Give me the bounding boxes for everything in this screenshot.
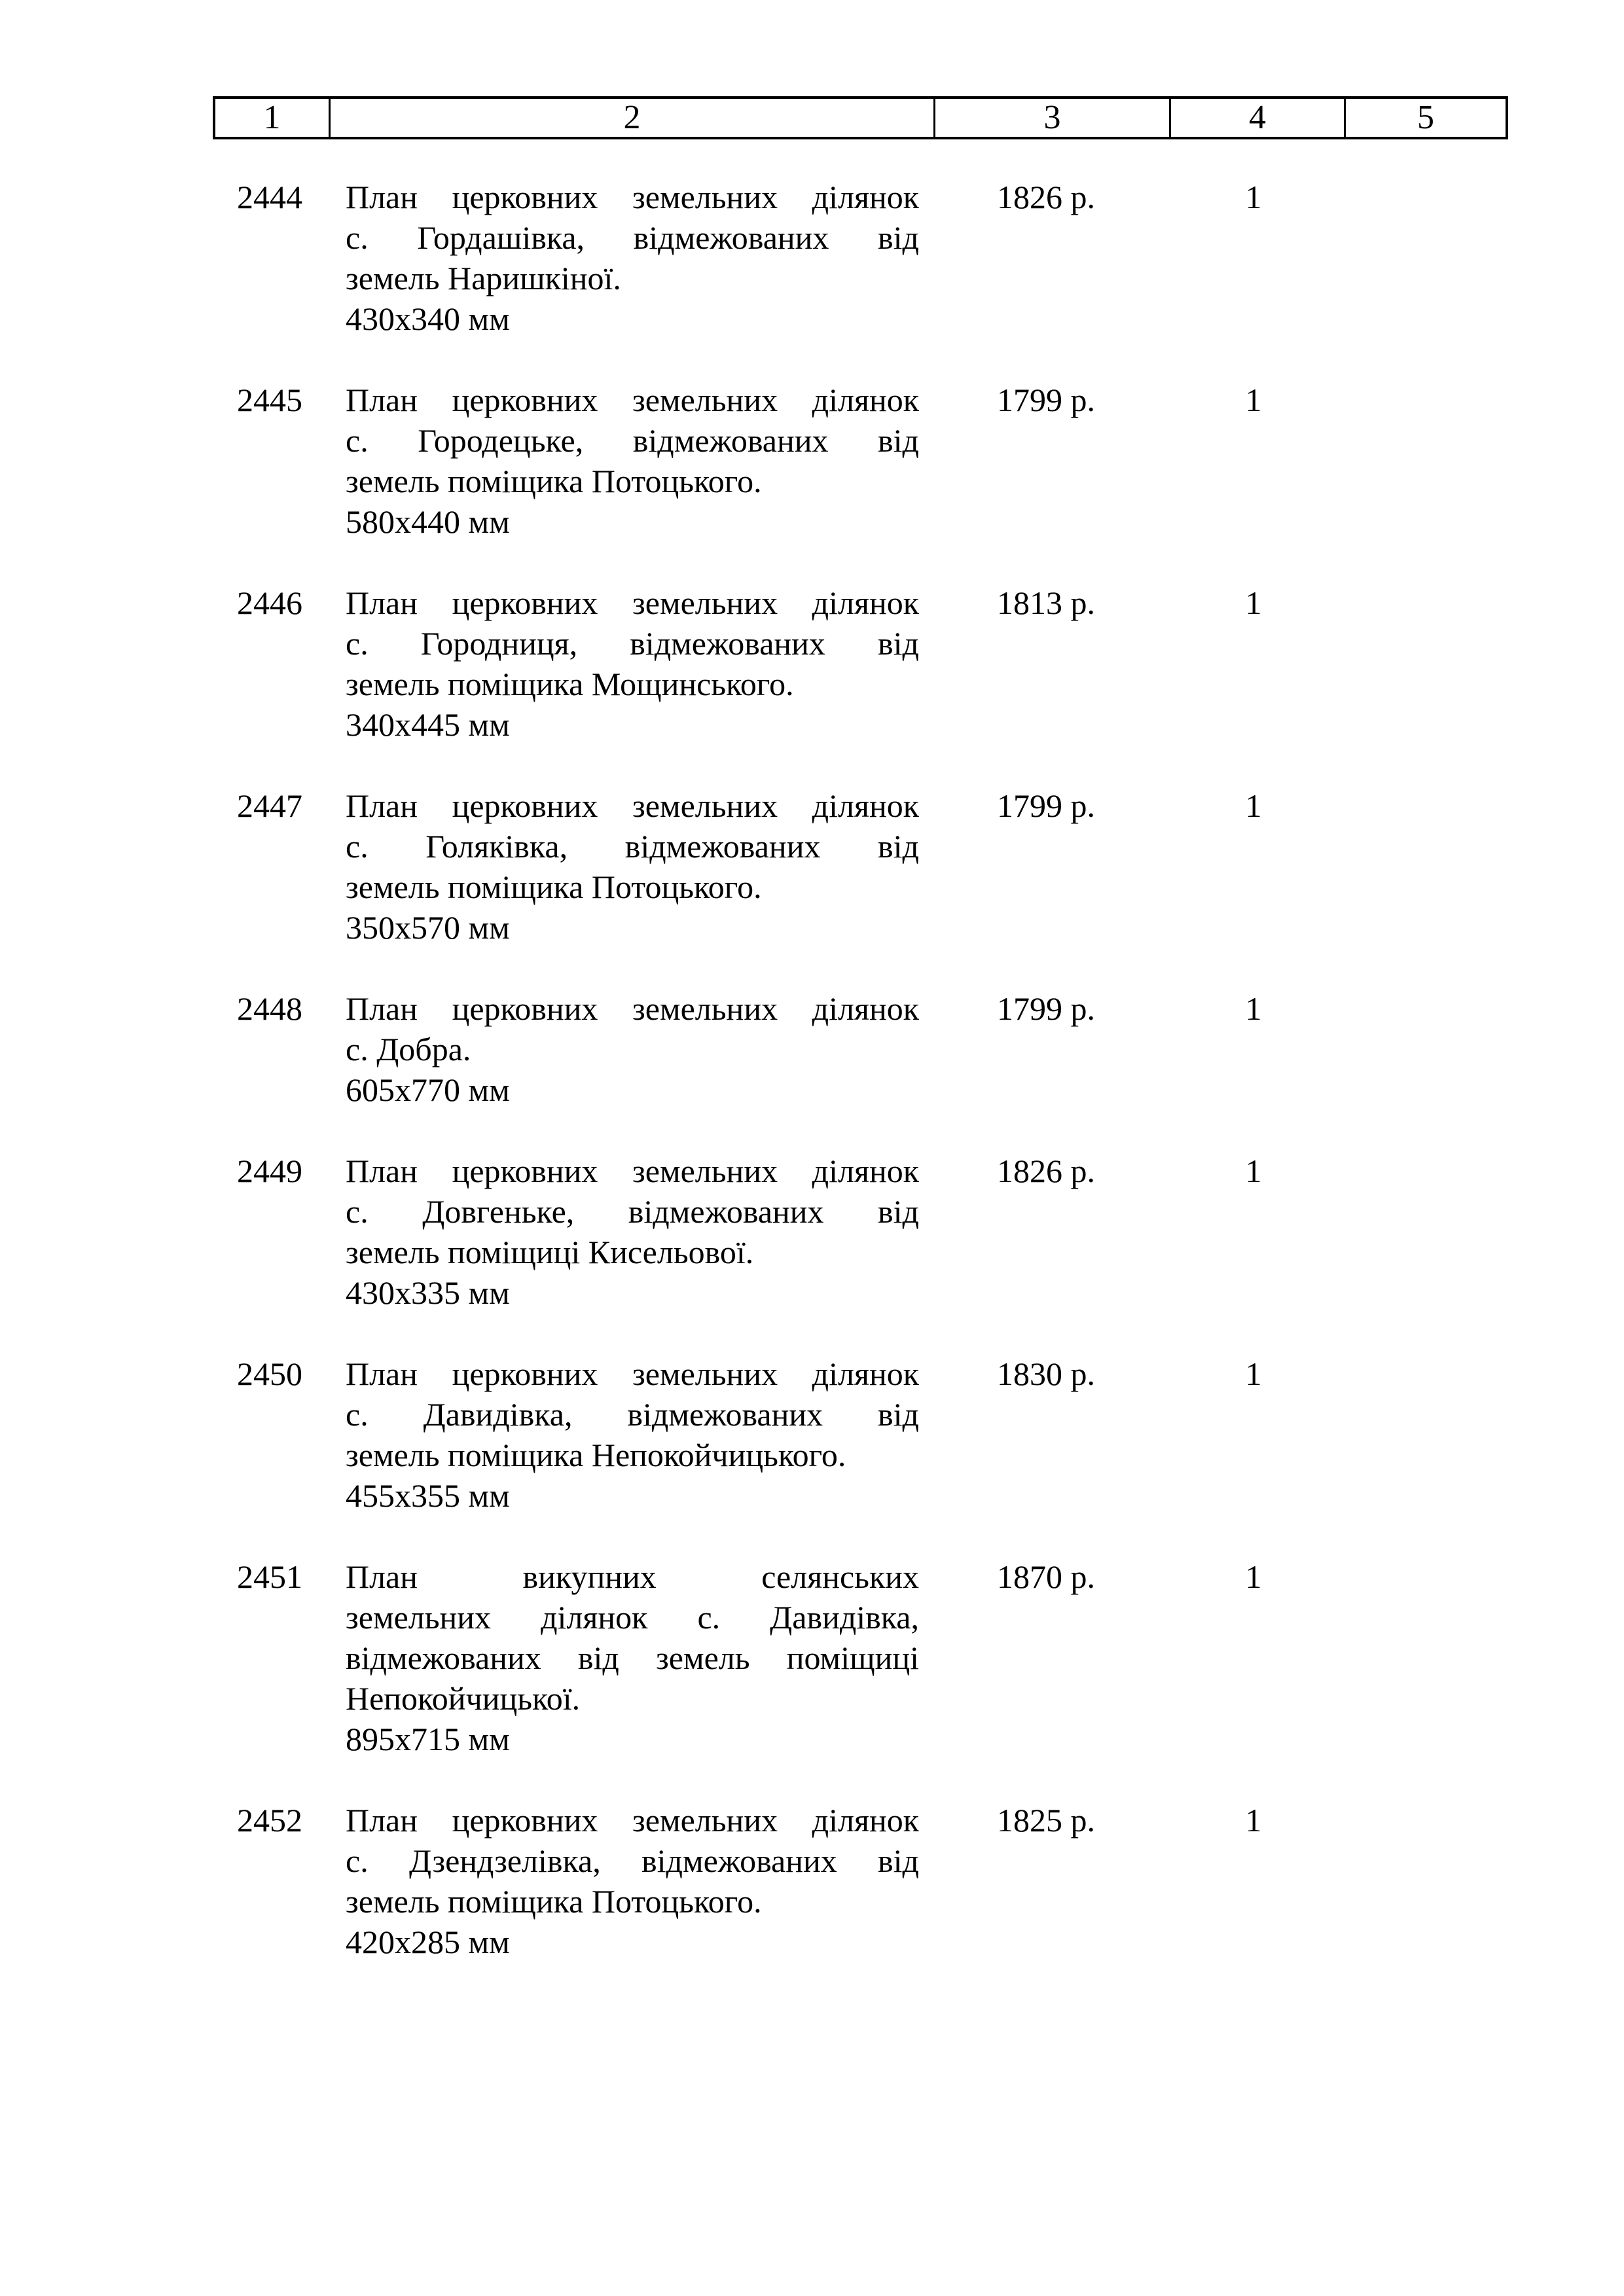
column-header-5: 5 — [1417, 99, 1434, 136]
entry-spacer — [0, 1516, 1624, 1556]
description-line: Непокойчицької. — [346, 1680, 581, 1717]
catalog-entry — [0, 583, 1624, 745]
description-line: земель поміщика Потоцького. — [346, 463, 762, 499]
entry-size: 430х340 мм — [346, 300, 510, 337]
entry-quantity: 1 — [1245, 179, 1262, 215]
entry-number: 2444 — [237, 179, 302, 215]
description-line: План церковних земельних ділянок — [346, 584, 919, 621]
column-header-table — [213, 96, 1508, 139]
entry-number: 2446 — [237, 584, 302, 621]
entry-size: 420х285 мм — [346, 1924, 510, 1960]
catalog-entries — [0, 177, 1624, 1962]
entry-date: 1825 р. — [997, 1802, 1095, 1839]
description-line: План церковних земельних ділянок — [346, 990, 919, 1027]
description-line: с. Городецьке, відмежованих від — [346, 422, 919, 459]
column-header-4: 4 — [1171, 99, 1346, 137]
entry-spacer — [0, 542, 1624, 583]
description-line: відмежованих від земель поміщиці — [346, 1640, 919, 1676]
description-line: земель поміщика Потоцького. — [346, 869, 762, 905]
entry-quantity: 1 — [1245, 990, 1262, 1027]
description-line: земель поміщиці Кисельової. — [346, 1234, 754, 1270]
catalog-entry — [0, 785, 1624, 948]
entry-description — [346, 1800, 919, 1962]
entry-size: 605х770 мм — [346, 1071, 510, 1108]
entry-number: 2450 — [237, 1355, 302, 1392]
entry-description — [346, 1151, 919, 1313]
description-line: земельних ділянок с. Давидівка, — [346, 1599, 919, 1636]
description-line: с. Гордашівка, відмежованих від — [346, 219, 919, 256]
description-line: с. Дзендзелівка, відмежованих від — [346, 1842, 919, 1879]
column-header-1: 1 — [215, 99, 331, 137]
entry-spacer — [0, 1759, 1624, 1800]
description-line: с. Добра. — [346, 1031, 471, 1067]
description-line: План церковних земельних ділянок — [346, 1153, 919, 1189]
column-header-2: 2 — [331, 99, 935, 137]
entry-size: 430х335 мм — [346, 1274, 510, 1311]
entry-number: 2448 — [237, 990, 302, 1027]
entry-spacer — [0, 948, 1624, 988]
entry-spacer — [0, 1110, 1624, 1151]
entry-quantity: 1 — [1245, 584, 1262, 621]
description-line: земель поміщика Мощинського. — [346, 666, 794, 702]
description-line: План церковних земельних ділянок — [346, 787, 919, 824]
entry-date: 1830 р. — [997, 1355, 1095, 1392]
entry-date: 1799 р. — [997, 990, 1095, 1027]
description-line: земель поміщика Потоцького. — [346, 1883, 762, 1920]
entry-description — [346, 1354, 919, 1516]
entry-spacer — [0, 745, 1624, 785]
entry-description — [346, 380, 919, 542]
description-line: План церковних земельних ділянок — [346, 1355, 919, 1392]
description-line: План церковних земельних ділянок — [346, 382, 919, 418]
entry-date: 1870 р. — [997, 1558, 1095, 1595]
description-line: земель поміщика Непокойчицького. — [346, 1437, 846, 1473]
description-line: План церковних земельних ділянок — [346, 1802, 919, 1839]
entry-quantity: 1 — [1245, 382, 1262, 418]
catalog-entry — [0, 1354, 1624, 1516]
entry-date: 1813 р. — [997, 584, 1095, 621]
entry-number: 2451 — [237, 1558, 302, 1595]
entry-date: 1826 р. — [997, 1153, 1095, 1189]
entry-size: 895х715 мм — [346, 1721, 510, 1757]
entry-number: 2449 — [237, 1153, 302, 1189]
catalog-entry — [0, 1556, 1624, 1759]
entry-spacer — [0, 339, 1624, 380]
catalog-entry — [0, 1800, 1624, 1962]
entry-quantity: 1 — [1245, 1355, 1262, 1392]
entry-size: 580х440 мм — [346, 503, 510, 540]
description-line: с. Городниця, відмежованих від — [346, 625, 919, 662]
catalog-entry — [0, 1151, 1624, 1313]
description-line: План церковних земельних ділянок — [346, 179, 919, 215]
entry-quantity: 1 — [1245, 1153, 1262, 1189]
description-line: с. Давидівка, відмежованих від — [346, 1396, 919, 1433]
entry-description — [346, 785, 919, 948]
entry-size: 340х445 мм — [346, 706, 510, 743]
entry-size: 350х570 мм — [346, 909, 510, 946]
entry-quantity: 1 — [1245, 1558, 1262, 1595]
description-line: с. Голяківка, відмежованих від — [346, 828, 919, 865]
catalog-entry — [0, 177, 1624, 339]
catalog-entry — [0, 988, 1624, 1110]
entry-date: 1799 р. — [997, 787, 1095, 824]
description-line: с. Довгеньке, відмежованих від — [346, 1193, 919, 1230]
entry-number: 2452 — [237, 1802, 302, 1839]
entry-description — [346, 988, 919, 1110]
entry-size: 455х355 мм — [346, 1477, 510, 1514]
entry-description — [346, 583, 919, 745]
entry-description — [346, 177, 919, 339]
entry-description — [346, 1556, 919, 1759]
entry-date: 1799 р. — [997, 382, 1095, 418]
column-header-3: 3 — [935, 99, 1171, 137]
entry-quantity: 1 — [1245, 1802, 1262, 1839]
entry-spacer — [0, 1313, 1624, 1354]
entry-quantity: 1 — [1245, 787, 1262, 824]
description-line: План викупних селянських — [346, 1558, 919, 1595]
entry-number: 2447 — [237, 787, 302, 824]
catalog-entry — [0, 380, 1624, 542]
entry-date: 1826 р. — [997, 179, 1095, 215]
description-line: земель Наришкіної. — [346, 260, 621, 296]
entry-number: 2445 — [237, 382, 302, 418]
